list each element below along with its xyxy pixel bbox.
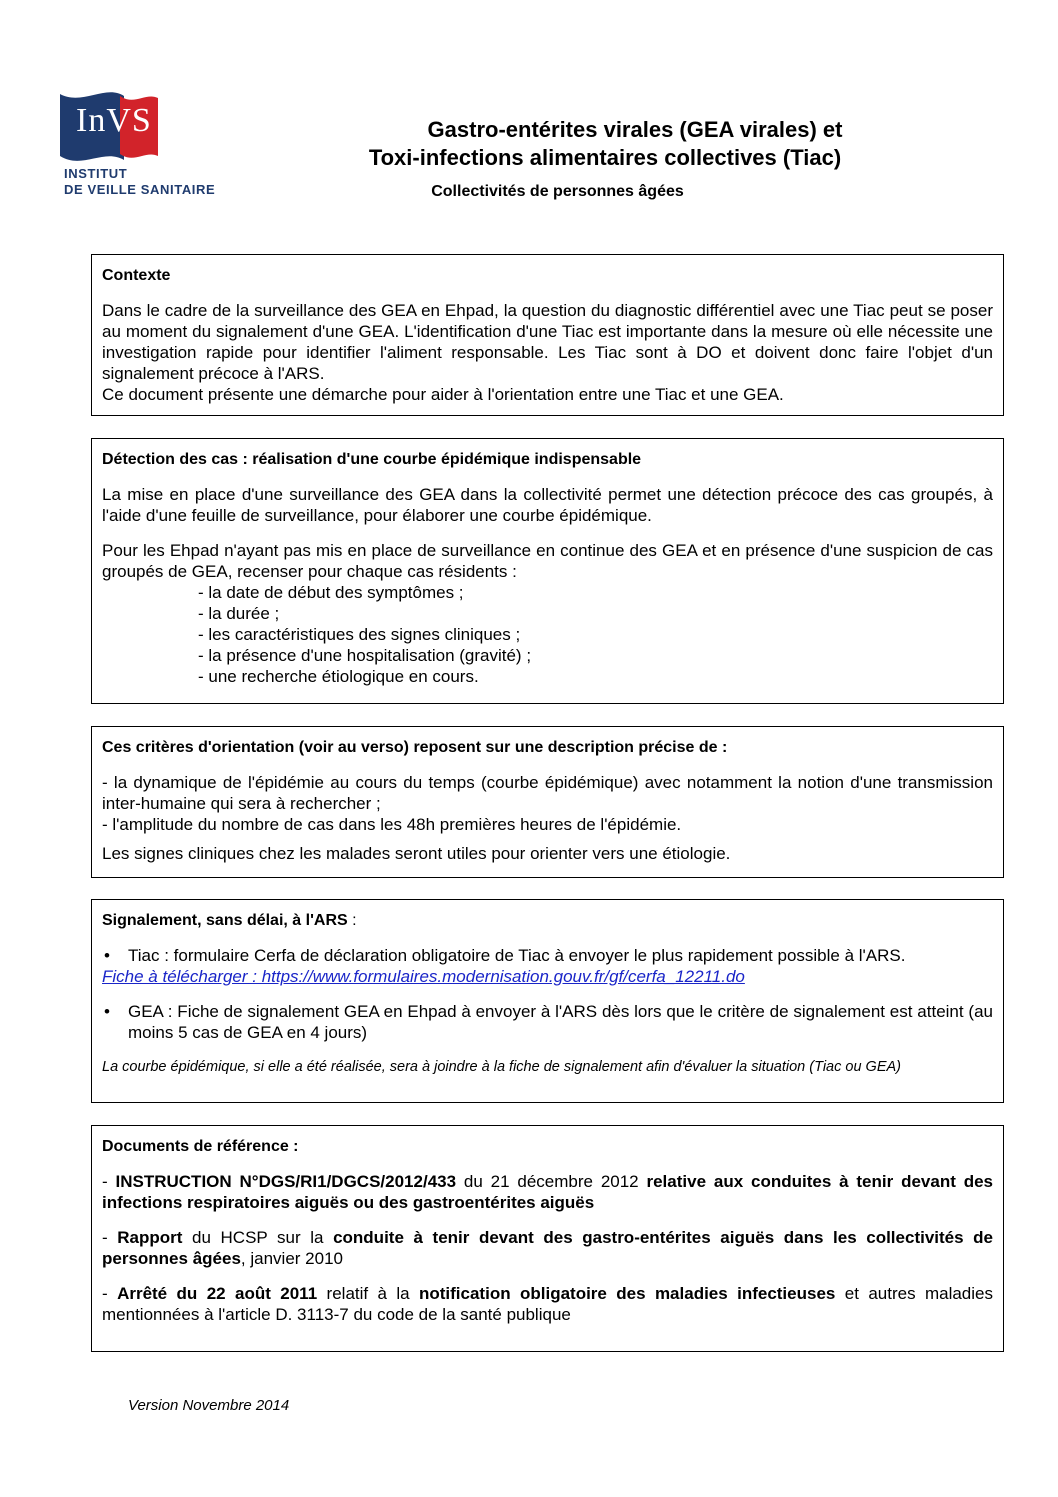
version-footer: Version Novembre 2014 [128,1397,290,1414]
criteres-line-3: Les signes cliniques chez les malades seront utiles pour orienter vers une étiologie. [102,844,731,863]
list-item [102,1001,993,1043]
list-item: - les caractéristiques des signes cliniques ; [198,625,521,644]
list-item [102,945,993,966]
detection-paragraph: La mise en place d'une surveillance des GEA dans la collectivité permet une détection précoce des cas groupés, à l'aide d'une feuille de surveillance, pour élaborer une courbe épidémique. [102,485,993,525]
logo-name: InVS [76,102,152,139]
contexte-box [91,254,1004,416]
bullet-icon: • [104,946,110,965]
criteres-line-2: - l'amplitude du nombre de cas dans les 48h premières heures de l'épidémie. [102,815,682,834]
cerfa-download-link[interactable]: Fiche à télécharger : https://www.formulaires.modernisation.gouv.fr/gf/cerfa_12211.do [102,967,745,986]
bullet-icon: • [104,1002,110,1021]
document-item: - Arrêté du 22 août 2011 relatif à la notification obligatoire des maladies infectieuses et autres maladies mentionnées à l'article D. 3113-7 du code de la santé publique [102,1284,993,1324]
contexte-heading: Contexte [102,267,171,284]
detection-box [91,438,1004,704]
title-line-1: Gastro-entérites virales (GEA virales) et [427,117,843,142]
detection-paragraph-2: Pour les Ehpad n'ayant pas mis en place de surveillance en continue des GEA et en présence d'une suspicion de cas groupés de GEA, recenser pour chaque cas résidents : [102,541,993,581]
signalement-heading-suffix: : [347,912,357,929]
title-line-2: Toxi-infections alimentaires collectives (Tiac) [368,145,842,170]
list-item: - la durée ; [198,604,280,623]
list-item: - une recherche étiologique en cours. [198,667,479,686]
signalement-note: La courbe épidémique, si elle a été réalisée, sera à joindre à la fiche de signalement afin d'évaluer la situation (Tiac ou GEA) [102,1059,901,1075]
signalement-tiac: Tiac : formulaire Cerfa de déclaration obligatoire de Tiac à envoyer le plus rapidement possible à l'ARS. [128,946,906,965]
signalement-heading-text: Signalement, sans délai, à l'ARS [102,912,348,929]
contexte-paragraph-2: Ce document présente une démarche pour aider à l'orientation entre une Tiac et une GEA. [102,385,784,404]
detection-list [102,582,993,687]
criteres-box [91,726,1004,878]
documents-heading: Documents de référence : [102,1138,299,1155]
criteres-heading: Ces critères d'orientation (voir au verso) reposent sur une description précise de : [102,739,728,756]
signalement-box [91,899,1004,1103]
list-item: - la présence d'une hospitalisation (gravité) ; [198,646,532,665]
document-item: - Rapport du HCSP sur la conduite à tenir devant des gastro-entérites aiguës dans les collectivités de personnes âgées, janvier 2010 [102,1228,994,1268]
detection-heading: Détection des cas : réalisation d'une courbe épidémique indispensable [102,451,642,468]
page-title [210,116,1000,172]
page-subtitle: Collectivités de personnes âgées [431,183,684,200]
signalement-heading [102,910,993,931]
contexte-paragraph: Dans le cadre de la surveillance des GEA en Ehpad, la question du diagnostic différentiel avec une Tiac peut se poser au moment du signalement d'une GEA. L'identification d'une Tiac est importante dans la mesure où elle nécessite une investigation rapide pour identifier l'aliment responsable. Les Tiac sont à DO et doivent donc faire l'objet d'un signalement précoce à l'ARS. [102,301,993,383]
list-item: - la date de début des symptômes ; [198,583,464,602]
logo-line-2: DE VEILLE SANITAIRE [64,182,216,197]
criteres-line-1: - la dynamique de l'épidémie au cours du temps (courbe épidémique) avec notamment la notion d'une transmission inter-humaine qui sera à rechercher ; [102,773,993,813]
signalement-gea: GEA : Fiche de signalement GEA en Ehpad à envoyer à l'ARS dès lors que le critère de signalement est atteint (au moins 5 cas de GEA en 4 jours) [128,1002,993,1042]
logo-line-1: INSTITUT [64,166,128,181]
documents-box [91,1125,1004,1352]
document-item: - INSTRUCTION N°DGS/RI1/DGCS/2012/433 du 21 décembre 2012 relative aux conduites à tenir devant des infections respiratoires aiguës ou des gastroentérites aiguës [102,1172,993,1212]
